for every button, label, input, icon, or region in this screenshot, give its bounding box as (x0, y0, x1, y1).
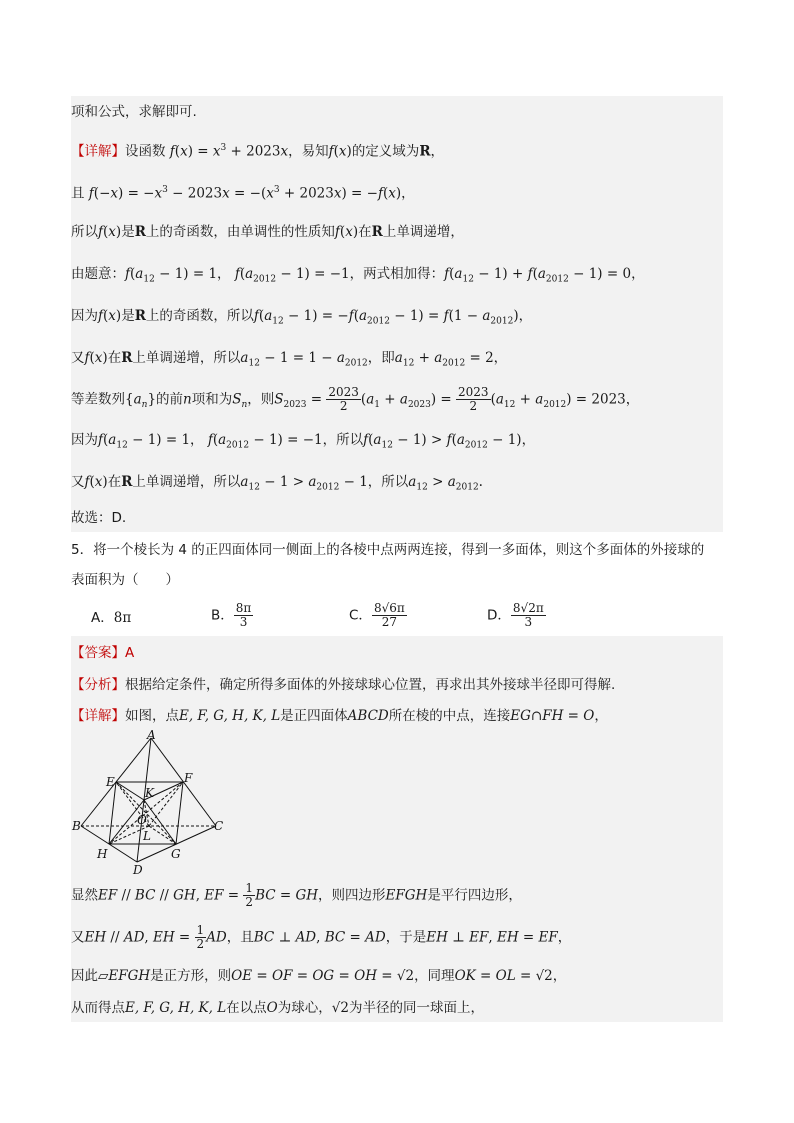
text-line-9: 因为$f(a_{12} - 1) = 1$， $f(a_{2012} - 1) = -1$，所以$f(a_{12} - 1) > f(a_{2012} - 1)$， (71, 432, 536, 451)
label-F: F (184, 771, 193, 785)
text-line-7: 又f(x)在R上单调递增，所以$a_{12} - 1 = 1 - a_{2012}$，即$a_{12} + a_{2012} = 2$， (71, 350, 508, 369)
label-E: E (106, 775, 115, 789)
label-B: B (72, 819, 81, 833)
text-line-11: 故选：D. (71, 510, 127, 526)
option-c: C． $\frac{8√6\pi}{27}$ (349, 601, 405, 629)
step-line-2: 又EH // AD, EH = $\frac{1}{2}$ AD，且BC ⊥ AD, BC = AD，于是EH ⊥ EF, EH = EF， (71, 923, 572, 951)
question-5-line-1: 5．将一个棱长为 4 的正四面体同一侧面上的各棱中点两两连接，得到一多面体，则这个多面体的外接球的 (71, 542, 705, 558)
text-line-3: 且 $f(-x) = -x^3 - 2023x = -(x^3 + 2023x) = -f(x)$， (71, 185, 415, 202)
text-line-10: 又f(x)在R上单调递增，所以$a_{12} - 1 > a_{2012} - 1$，所以$a_{12} > a_{2012}$. (71, 474, 483, 493)
label-O: O (137, 813, 147, 827)
text-line-1: 项和公式，求解即可. (71, 104, 197, 120)
label-K: K (145, 786, 154, 800)
option-a: A．8π (91, 610, 132, 626)
label-H: H (97, 847, 108, 861)
option-b: B． $\frac{8\pi}{3}$ (211, 601, 252, 629)
tetrahedron-figure (71, 730, 225, 876)
label-D: D (133, 863, 143, 876)
step-line-4: 从而得点E, F, G, H, K, L在以点O为球心，√2为半径的同一球面上， (71, 1000, 484, 1016)
text-line-6: 因为f(x)是R上的奇函数，所以$f(a_{12} - 1) = -f(a_{2012} - 1) = f(1 - a_{2012})$， (71, 308, 533, 327)
text-line-2: 【详解】设函数 $f(x) = x^3 + 2023x$，易知f(x)的定义域为R， (71, 143, 445, 160)
text-line-8: 等差数列$\{a_n\}$的前n项和为$S_n$，则$S_{2023}$ = $\frac{2023}{2}$ $(a_1 + a_{2023})$ = $\frac{2023}{2}$ $(a_{12} + a_{2012}) = 2023$， (71, 385, 640, 413)
label-G: G (171, 847, 181, 861)
detail2-line: 【详解】如图，点E, F, G, H, K, L是正四面体ABCD所在棱的中点，连接EG∩FH = O， (71, 708, 608, 724)
option-d: D． $\frac{8√2\pi}{3}$ (487, 601, 544, 629)
label-A: A (147, 730, 156, 742)
label-C: C (214, 819, 224, 833)
label-L: L (143, 829, 151, 843)
step-line-1: 显然EF // BC // GH, EF = $\frac{1}{2}$ BC = GH，则四边形EFGH是平行四边形， (71, 881, 522, 909)
question-5-line-2: 表面积为（ ） (71, 572, 179, 588)
text-line-4: 所以f(x)是R上的奇函数，由单调性的性质知f(x)在R上单调递增， (71, 224, 464, 240)
answer-line: 【答案】A (71, 645, 135, 661)
step-line-3: 因此▱EFGH是正方形，则OE = OF = OG = OH = √2，同理OK = OL = √2， (71, 968, 567, 984)
analysis-line: 【分析】根据给定条件，确定所得多面体的外接球球心位置，再求出其外接球半径即可得解. (71, 677, 616, 693)
detail-tag: 【详解】 (71, 143, 125, 160)
options-row (71, 602, 723, 634)
text-line-5: 由题意：$f(a_{12} - 1) = 1$， $f(a_{2012} - 1) = -1$，两式相加得：$f(a_{12} - 1) + f(a_{2012} - 1) = 0$， (71, 266, 645, 285)
